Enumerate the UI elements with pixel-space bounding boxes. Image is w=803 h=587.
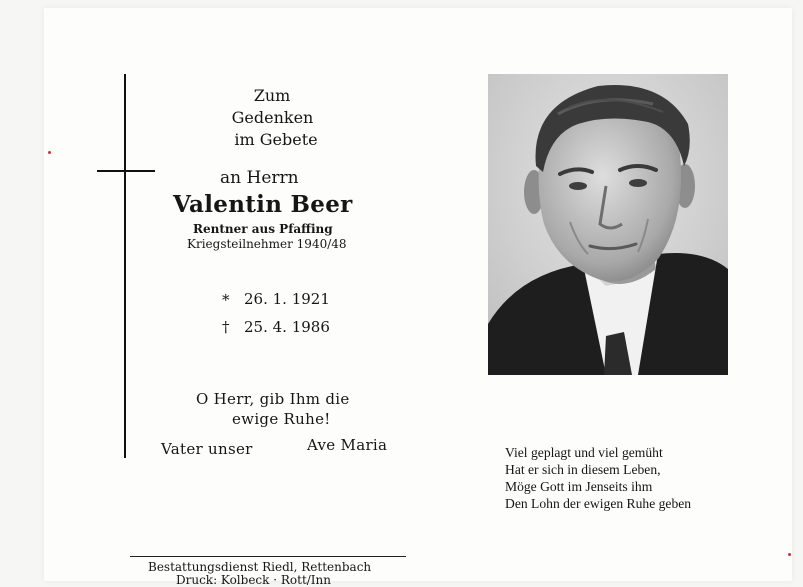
poem-line: Möge Gott im Jenseits ihm <box>505 479 653 494</box>
veteran-note: Kriegsteilnehmer 1940/48 <box>187 237 347 251</box>
cross-vertical-bar <box>124 74 126 458</box>
birth-date: 26. 1. 1921 <box>244 290 330 308</box>
prayer-line-1: O Herr, gib Ihm die <box>196 390 350 408</box>
occupation-line: Rentner aus Pfaffing <box>193 222 333 236</box>
closing-prayer-ave-maria: Ave Maria <box>307 436 388 454</box>
poem-line: Viel geplagt und viel gemüht <box>505 445 663 460</box>
funeral-service-credit: Bestattungsdienst Riedl, Rettenbach <box>148 560 372 574</box>
death-date: 25. 4. 1986 <box>244 318 330 336</box>
prayer-line-2: ewige Ruhe! <box>232 410 331 428</box>
remembrance-line-3: im Gebete <box>234 130 318 149</box>
death-cross-icon: † <box>222 318 230 336</box>
paper-speck <box>788 553 791 556</box>
paper-speck <box>48 151 51 154</box>
cross-horizontal-bar <box>97 170 155 172</box>
remembrance-line-2: Gedenken <box>231 108 314 127</box>
poem-line: Hat er sich in diesem Leben, <box>505 462 661 477</box>
deceased-name: Valentin Beer <box>173 191 353 218</box>
salutation: an Herrn <box>220 168 299 188</box>
portrait-photo <box>488 74 728 375</box>
birth-star-icon: * <box>222 291 230 309</box>
poem-line: Den Lohn der ewigen Ruhe geben <box>505 496 692 511</box>
printer-credit: Druck: Kolbeck · Rott/Inn <box>176 573 332 587</box>
remembrance-line-1: Zum <box>253 86 291 105</box>
footer-divider <box>130 556 406 557</box>
memorial-poem <box>505 444 691 512</box>
closing-prayer-vater-unser: Vater unser <box>161 440 253 458</box>
